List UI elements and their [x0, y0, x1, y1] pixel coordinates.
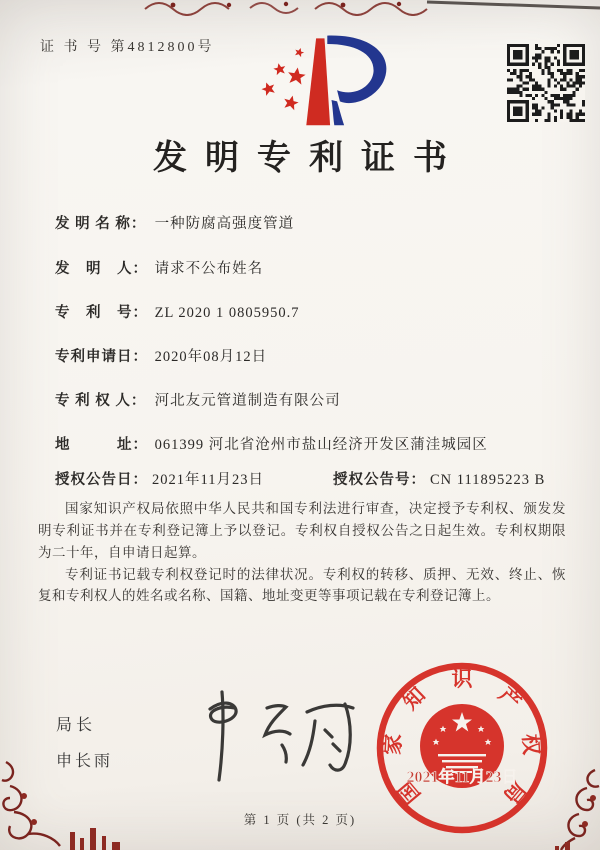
field-label: 发 明 人： — [55, 261, 148, 277]
commissioner-signature — [185, 682, 370, 787]
qr-finder-bl — [507, 100, 529, 122]
grant-date-group — [55, 472, 264, 488]
field-grant-row — [55, 468, 575, 489]
field-invention-name — [55, 212, 575, 233]
cnipa-logo — [225, 30, 410, 135]
field-inventor — [55, 257, 575, 278]
page-number: 第 1 页 (共 2 页) — [243, 813, 357, 827]
field-patent-number — [55, 301, 575, 322]
field-address — [55, 433, 575, 454]
field-value: 2020年08月12日 — [154, 349, 268, 365]
field-value: 请求不公布姓名 — [154, 261, 264, 277]
certificate-title: 发明专利证书 — [153, 140, 465, 177]
legal-text-block — [38, 498, 566, 607]
commissioner-name: 申长雨 — [56, 753, 114, 770]
field-label: 专 利 号： — [55, 305, 148, 321]
qr-finder-tr — [563, 44, 585, 66]
grant-date-label: 授权公告日： — [55, 472, 148, 488]
logo-red-wedge — [306, 38, 330, 125]
field-label: 地 址： — [55, 437, 148, 453]
bottom-left-ornament — [0, 760, 170, 850]
grant-date-value: 2021年11月23日 — [152, 472, 264, 488]
svg-text:国: 国 — [393, 776, 426, 809]
legal-paragraph-1: 国家知识产权局依照中华人民共和国专利法进行审查，决定授予专利权、颁发发明专利证书并在专利登记簿上予以登记。专利权自授权公告之日起生效。专利权期限为二十年，自申请日起算。 — [38, 501, 566, 560]
logo-blue-p — [327, 36, 386, 126]
certificate-number: 证 书 号 第4812800号 — [40, 40, 215, 55]
field-label: 专 利 权 人： — [55, 393, 147, 409]
logo-stars — [260, 47, 307, 111]
field-application-date — [55, 345, 575, 366]
top-ornament-border — [140, 0, 440, 16]
field-value: 061399 河北省沧州市盐山经济开发区蒲洼城园区 — [154, 437, 488, 453]
legal-paragraph-2: 专利证书记载专利权登记时的法律状况。专利权的转移、质押、无效、终止、恢复和专利权人的姓名或名称、国籍、地址变更等事项记载在专利登记簿上。 — [38, 566, 566, 604]
field-label: 发 明 名 称： — [55, 216, 147, 232]
svg-text:局: 局 — [498, 776, 531, 809]
seal-date: 2021年11月23日 — [406, 769, 518, 786]
field-value: ZL 2020 1 0805950.7 — [154, 305, 300, 321]
bottom-right-ornament — [535, 768, 600, 850]
photo-edge-line — [425, 0, 600, 12]
grant-number-label: 授权公告号： — [333, 472, 426, 488]
field-value: 一种防腐高强度管道 — [154, 216, 295, 232]
grant-number-value: CN 111895223 B — [430, 472, 546, 488]
qr-code — [507, 44, 585, 122]
svg-text:识: 识 — [451, 667, 473, 691]
qr-finder-tl — [507, 44, 529, 66]
grant-number-group — [333, 468, 545, 489]
field-patentee — [55, 389, 575, 410]
svg-text:产: 产 — [494, 682, 526, 715]
svg-text:家: 家 — [380, 733, 406, 756]
field-label: 专利申请日： — [55, 349, 148, 365]
svg-text:权: 权 — [518, 733, 544, 756]
svg-text:知: 知 — [398, 682, 430, 715]
commissioner-title: 局长 — [56, 717, 97, 734]
field-value: 河北友元管道制造有限公司 — [154, 393, 341, 409]
